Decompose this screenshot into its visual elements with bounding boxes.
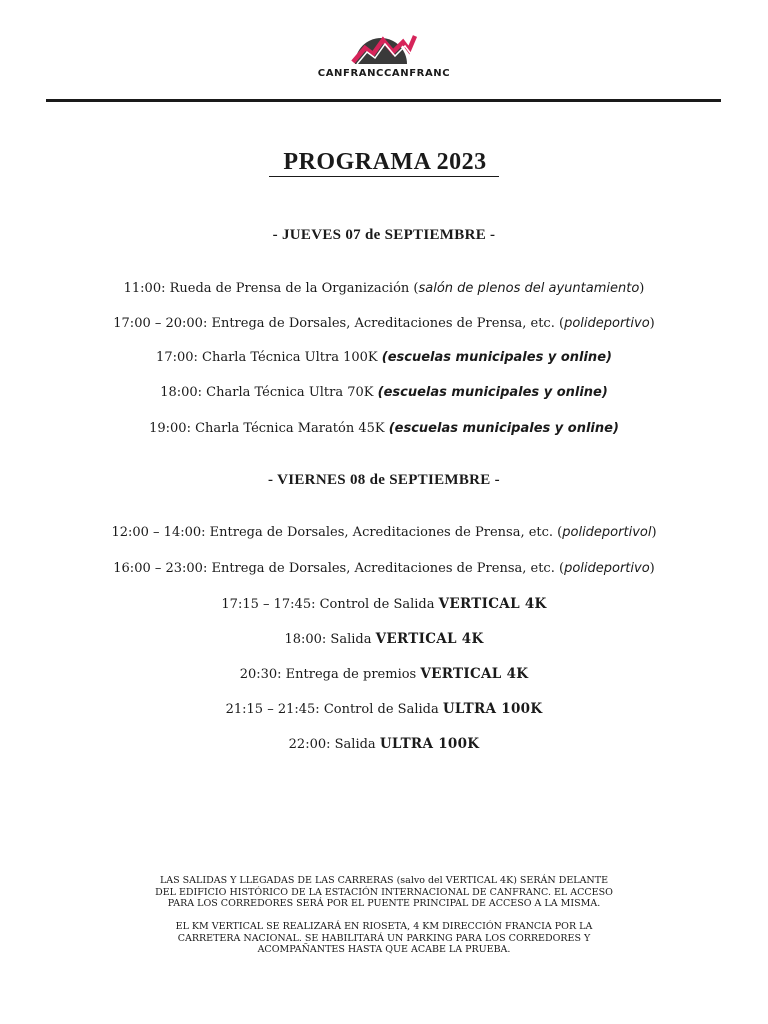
event-suffix: ) bbox=[651, 525, 657, 540]
event-location: (escuelas municipales y online) bbox=[377, 385, 608, 400]
event-line bbox=[0, 524, 768, 542]
note-line: EL KM VERTICAL SE REALIZARÁ EN RIOSETA, 4 KM DIRECCIÓN FRANCIA POR LA bbox=[175, 921, 593, 932]
event-line bbox=[0, 349, 768, 367]
event-text: 18:00: Salida bbox=[284, 632, 376, 647]
note-line: DEL EDIFICIO HISTÓRICO DE LA ESTACIÓN INTERNACIONAL DE CANFRANC. EL ACCESO bbox=[155, 886, 613, 898]
event-line bbox=[0, 280, 768, 298]
race-name: ULTRA 100K bbox=[442, 701, 543, 717]
header-divider bbox=[46, 99, 721, 102]
event-line bbox=[0, 384, 768, 402]
event-line bbox=[0, 595, 768, 614]
event-location: salón de plenos del ayuntamiento bbox=[418, 281, 640, 296]
mountain-logo-icon bbox=[351, 22, 417, 66]
event-line bbox=[0, 630, 768, 649]
note-line: LAS SALIDAS Y LLEGADAS DE LAS CARRERAS (salvo del VERTICAL 4K) SERÁN DELANTE bbox=[159, 875, 609, 886]
event-text: 17:00 – 20:00: Entrega de Dorsales, Acreditaciones de Prensa, etc. ( bbox=[113, 316, 565, 331]
event-line bbox=[0, 735, 768, 754]
event-location: (escuelas municipales y online) bbox=[381, 350, 612, 365]
event-location: polideportivo bbox=[564, 561, 650, 576]
event-line bbox=[0, 700, 768, 719]
event-text: 11:00: Rueda de Prensa de la Organización ( bbox=[123, 281, 419, 296]
event-line bbox=[0, 665, 768, 684]
event-suffix: ) bbox=[649, 561, 655, 576]
friday-heading: - VIERNES 08 de SEPTIEMBRE - bbox=[268, 472, 500, 488]
event-text: 20:30: Entrega de premios bbox=[239, 667, 421, 682]
race-name: VERTICAL 4K bbox=[420, 666, 529, 682]
note-line: PARA LOS CORREDORES SERÁ POR EL PUENTE PRINCIPAL DE ACCESO A LA MISMA. bbox=[167, 898, 601, 909]
event-text: 17:15 – 17:45: Control de Salida bbox=[221, 597, 439, 612]
event-text: 21:15 – 21:45: Control de Salida bbox=[225, 702, 443, 717]
event-location: polideportivo bbox=[564, 316, 650, 331]
event-line bbox=[0, 315, 768, 333]
race-name: ULTRA 100K bbox=[379, 736, 480, 752]
note-line: ACOMPAÑANTES HASTA QUE ACABE LA PRUEBA. bbox=[257, 944, 511, 955]
race-name: VERTICAL 4K bbox=[375, 631, 484, 647]
event-text: 12:00 – 14:00: Entrega de Dorsales, Acreditaciones de Prensa, etc. ( bbox=[111, 525, 563, 540]
thursday-heading: - JUEVES 07 de SEPTIEMBRE - bbox=[272, 227, 496, 243]
page-title-text: PROGRAMA 2023 bbox=[269, 149, 498, 177]
event-suffix: ) bbox=[649, 316, 655, 331]
event-line bbox=[0, 420, 768, 438]
event-location: (escuelas municipales y online) bbox=[388, 421, 619, 436]
event-suffix: ) bbox=[639, 281, 645, 296]
event-text: 19:00: Charla Técnica Maratón 45K bbox=[149, 421, 389, 436]
footer-notes bbox=[0, 875, 768, 967]
header-logo bbox=[0, 22, 768, 79]
race-name: VERTICAL 4K bbox=[438, 596, 547, 612]
brand-text: CANFRANCCANFRANC bbox=[317, 68, 451, 79]
note-paragraph bbox=[0, 921, 768, 956]
event-text: 22:00: Salida bbox=[288, 737, 380, 752]
event-text: 17:00: Charla Técnica Ultra 100K bbox=[156, 350, 382, 365]
event-text: 18:00: Charla Técnica Ultra 70K bbox=[160, 385, 378, 400]
note-line: CARRETERA NACIONAL. SE HABILITARÁ UN PARKING PARA LOS CORREDORES Y bbox=[177, 932, 591, 944]
event-location: polideportivol bbox=[562, 525, 652, 540]
page-title bbox=[0, 149, 768, 176]
event-line bbox=[0, 560, 768, 578]
note-paragraph bbox=[0, 875, 768, 910]
event-text: 16:00 – 23:00: Entrega de Dorsales, Acreditaciones de Prensa, etc. ( bbox=[113, 561, 565, 576]
